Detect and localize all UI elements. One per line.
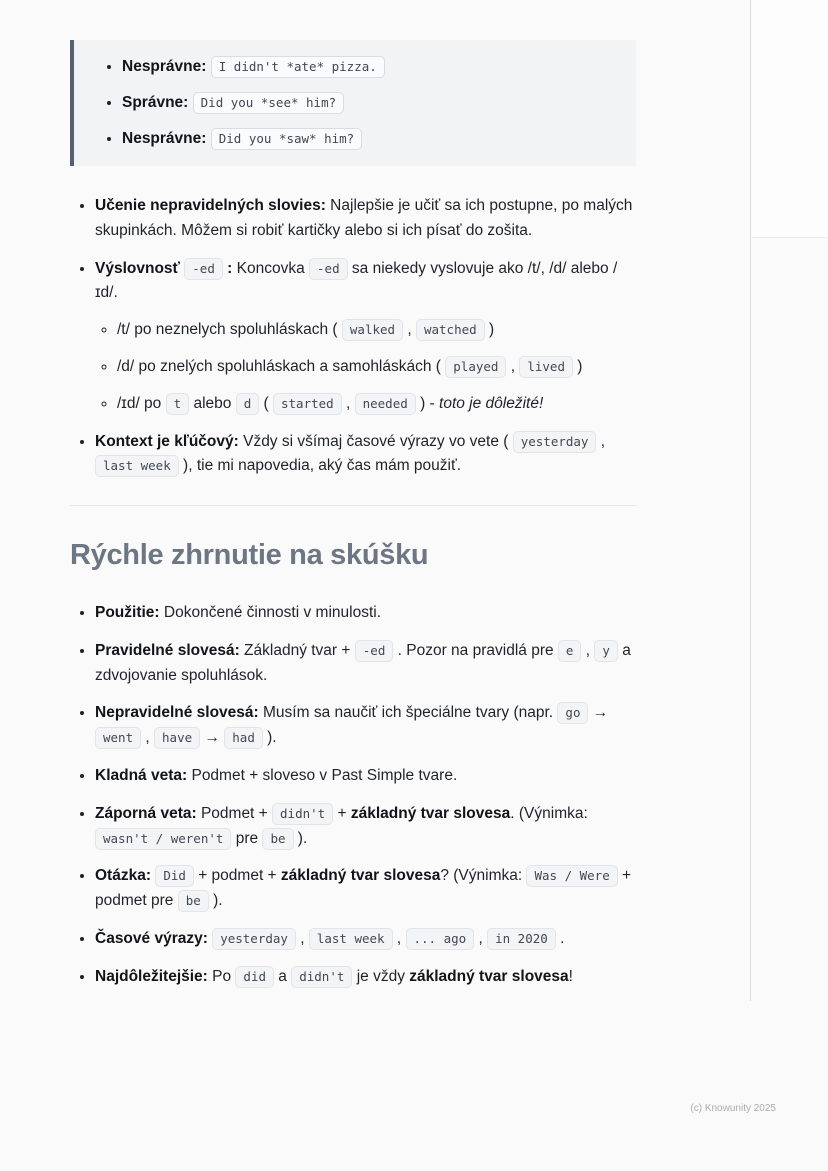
example-callout bbox=[70, 40, 636, 166]
text-segment: → bbox=[200, 729, 225, 747]
code-chip: Did you *saw* him? bbox=[211, 128, 362, 150]
text-segment: → bbox=[588, 704, 609, 722]
text-segment: . Pozor na pravidlá pre bbox=[393, 641, 558, 659]
code-chip: lived bbox=[519, 356, 573, 378]
bold-text: Nepravidelné slovesá: bbox=[95, 704, 259, 722]
text-segment: Dokončené činnosti v minulosti. bbox=[159, 603, 382, 621]
text-segment: + podmet pre bbox=[95, 867, 632, 910]
code-chip: -ed bbox=[184, 258, 223, 280]
text-segment: pre bbox=[231, 829, 263, 847]
code-chip: have bbox=[154, 727, 200, 749]
list-item-text bbox=[95, 260, 617, 302]
list-item bbox=[95, 802, 636, 852]
text-segment: alebo bbox=[189, 394, 236, 412]
code-chip: ... ago bbox=[406, 928, 475, 950]
code-chip: yesterday bbox=[212, 928, 296, 950]
text-segment: , bbox=[474, 929, 488, 947]
pronunciation-sublist bbox=[95, 318, 636, 416]
list-item-text bbox=[95, 930, 564, 947]
bold-text: základný tvar slovesa bbox=[280, 867, 441, 885]
text-segment: /t/ po neznelych spoluhláskach ( bbox=[117, 321, 342, 339]
list-item-text bbox=[95, 968, 573, 985]
code-chip: go bbox=[557, 702, 588, 724]
bold-text: Výslovnosť bbox=[95, 259, 180, 277]
code-chip: last week bbox=[309, 928, 393, 950]
bold-text: Použitie: bbox=[95, 603, 160, 621]
callout-label: Správne: bbox=[122, 94, 189, 111]
code-chip: had bbox=[224, 727, 263, 749]
code-chip: Was / Were bbox=[526, 865, 617, 887]
code-chip: wasn't / weren't bbox=[95, 828, 231, 850]
callout-item bbox=[122, 128, 620, 150]
list-item bbox=[95, 701, 636, 751]
bold-text: Časové výrazy: bbox=[95, 929, 208, 947]
text-segment: ( bbox=[259, 394, 273, 412]
list-item-text bbox=[95, 433, 605, 475]
bold-text: Kontext je kľúčový: bbox=[95, 432, 239, 450]
text-segment: ). bbox=[208, 892, 223, 910]
list-item bbox=[95, 430, 636, 480]
summary-heading: Rýchle zhrnutie na skúšku bbox=[70, 539, 429, 572]
text-segment: Podmet + bbox=[196, 804, 273, 822]
text-segment: , bbox=[141, 729, 155, 747]
list-item bbox=[95, 257, 636, 417]
text-segment: + podmet + bbox=[193, 867, 281, 885]
code-chip: -ed bbox=[309, 258, 348, 280]
code-chip: didn't bbox=[272, 803, 333, 825]
text-segment: , bbox=[392, 929, 406, 947]
sub-list-item bbox=[117, 355, 636, 380]
text-segment: ? (Výnimka: bbox=[440, 867, 527, 885]
text-segment: Po bbox=[207, 967, 236, 985]
list-item-text bbox=[95, 805, 588, 847]
list-item bbox=[95, 194, 636, 244]
note-content bbox=[70, 40, 636, 1003]
code-chip: started bbox=[273, 393, 342, 415]
code-chip: in 2020 bbox=[487, 928, 556, 950]
bold-text: Učenie nepravidelných slovies: bbox=[95, 197, 326, 214]
text-segment: /ɪd/ po bbox=[117, 394, 166, 412]
text-segment: je vždy bbox=[352, 967, 410, 985]
page-right-edge bbox=[750, 0, 751, 1001]
list-item-text bbox=[117, 321, 494, 338]
scrollbar-thumb[interactable] bbox=[752, 0, 828, 238]
list-item-text bbox=[95, 867, 631, 909]
text-segment: ). bbox=[293, 829, 308, 847]
copyright-text: (c) Knowunity 2025 bbox=[690, 1103, 776, 1114]
text-segment: Vždy si všímaj časové výrazy vo vete ( bbox=[238, 432, 513, 450]
code-chip: last week bbox=[95, 455, 179, 477]
text-segment: , bbox=[581, 641, 595, 659]
list-item-text bbox=[95, 642, 631, 684]
text-segment: , bbox=[506, 357, 520, 375]
text-segment: ! bbox=[568, 967, 573, 985]
list-item bbox=[95, 601, 636, 626]
italic-text: toto je dôležité! bbox=[439, 394, 544, 412]
code-chip: went bbox=[95, 727, 141, 749]
code-chip: y bbox=[594, 640, 618, 662]
code-chip: walked bbox=[342, 319, 403, 341]
summary-list bbox=[70, 601, 636, 990]
code-chip: did bbox=[235, 966, 274, 988]
text-segment: , bbox=[341, 394, 355, 412]
text-segment: ) - bbox=[415, 394, 440, 412]
callout-label: Nesprávne: bbox=[122, 130, 207, 147]
sub-list-item bbox=[117, 392, 636, 417]
code-chip: d bbox=[236, 393, 260, 415]
code-chip: Did bbox=[155, 865, 194, 887]
list-item-text bbox=[117, 395, 543, 412]
bold-text: Záporná veta: bbox=[95, 804, 197, 822]
bold-text: : bbox=[227, 259, 233, 277]
text-segment: a zdvojovanie spoluhlások. bbox=[95, 641, 631, 684]
list-item-text bbox=[117, 358, 582, 375]
text-segment: + bbox=[333, 804, 351, 822]
list-item bbox=[95, 864, 636, 914]
text-segment: , bbox=[403, 321, 416, 339]
bold-text: Kladná veta: bbox=[95, 766, 188, 784]
sub-list-item bbox=[117, 318, 636, 343]
list-item bbox=[95, 927, 636, 952]
text-segment: Musím sa naučiť ich špeciálne tvary (napr. bbox=[258, 704, 558, 722]
callout-item bbox=[122, 56, 620, 78]
bold-text: základný tvar slovesa bbox=[350, 804, 511, 822]
text-segment: ) bbox=[572, 357, 583, 375]
text-segment: Základný tvar + bbox=[239, 641, 355, 659]
code-chip: e bbox=[558, 640, 582, 662]
bold-text: základný tvar slovesa bbox=[409, 967, 569, 985]
code-chip: -ed bbox=[355, 640, 394, 662]
section-divider bbox=[70, 505, 636, 506]
code-chip: needed bbox=[355, 393, 416, 415]
list-item bbox=[95, 639, 636, 689]
bold-text: Pravidelné slovesá: bbox=[95, 641, 240, 659]
callout-item bbox=[122, 92, 620, 114]
text-segment: . bbox=[555, 929, 565, 947]
list-item-text bbox=[95, 604, 381, 621]
code-chip: I didn't *ate* pizza. bbox=[211, 56, 385, 78]
list-item-text bbox=[95, 704, 608, 746]
code-chip: be bbox=[178, 890, 209, 912]
bold-text: Otázka: bbox=[95, 867, 151, 885]
text-segment: /d/ po znelých spoluhláskach a samohláskách ( bbox=[117, 357, 446, 375]
callout-label: Nesprávne: bbox=[122, 58, 207, 75]
list-item-text bbox=[95, 197, 632, 239]
callout-list bbox=[96, 56, 620, 150]
text-segment: , bbox=[596, 432, 606, 450]
list-item bbox=[95, 965, 636, 990]
text-segment: ), tie mi napovedia, aký čas mám použiť. bbox=[178, 457, 462, 475]
code-chip: played bbox=[445, 356, 506, 378]
text-segment: a bbox=[274, 967, 292, 985]
notes-list bbox=[70, 194, 636, 479]
code-chip: Did you *see* him? bbox=[193, 92, 344, 114]
text-segment: Podmet + sloveso v Past Simple tvare. bbox=[187, 766, 458, 784]
code-chip: t bbox=[166, 393, 190, 415]
text-segment: Koncovka bbox=[232, 259, 310, 277]
text-segment: , bbox=[295, 929, 309, 947]
list-item-text bbox=[95, 767, 457, 784]
bold-text: Najdôležitejšie: bbox=[95, 967, 208, 985]
code-chip: didn't bbox=[291, 966, 352, 988]
list-item bbox=[95, 764, 636, 789]
text-segment: . (Výnimka: bbox=[510, 804, 588, 822]
code-chip: yesterday bbox=[513, 431, 597, 453]
text-segment: ) bbox=[484, 321, 495, 339]
code-chip: be bbox=[262, 828, 293, 850]
text-segment: Najlepšie je učiť sa ich postupne, po malých skupinkách. Môžem si robiť kartičky alebo si ich písať do zošita. bbox=[95, 197, 633, 239]
text-segment: ). bbox=[262, 729, 277, 747]
text-segment: sa niekedy vyslovuje ako /t/, /d/ alebo /ɪd/. bbox=[95, 259, 618, 302]
code-chip: watched bbox=[416, 319, 485, 341]
